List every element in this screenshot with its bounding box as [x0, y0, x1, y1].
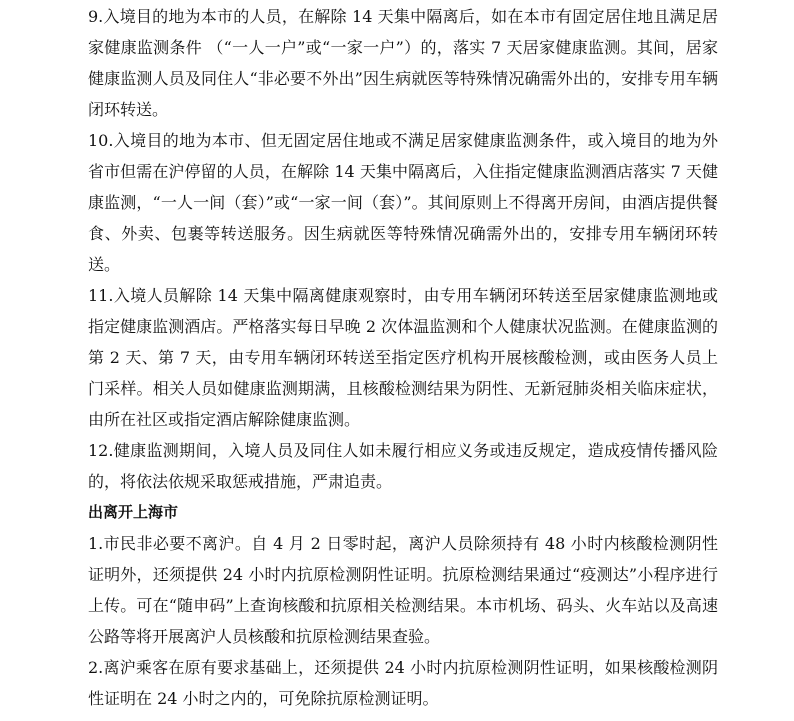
document-page	[88, 0, 718, 714]
paragraph-item-11: 11.入境人员解除 14 天集中隔离健康观察时，由专用车辆闭环转送至居家健康监测地或指定健康监测酒店。严格落实每日早晚 2 次体温监测和个人健康状况监测。在健康监测的第 2 天、第 7 天，由专用车辆闭环转送至指定医疗机构开展核酸检测，或由医务人员上门采样。相关人员如健康监测期满，且核酸检测结果为阴性、无新冠肺炎相关临床症状，由所在社区或指定酒店解除健康监测。	[88, 286, 718, 429]
paragraph-leave-2: 2.离沪乘客在原有要求基础上，还须提供 24 小时内抗原检测阴性证明，如果核酸检测阴性证明在 24 小时之内的，可免除抗原检测证明。	[88, 658, 718, 708]
paragraph-item-10: 10.入境目的地为本市、但无固定居住地或不满足居家健康监测条件，或入境目的地为外省市但需在沪停留的人员，在解除 14 天集中隔离后，入住指定健康监测酒店落实 7 天健康监测，“一人一间（套）”或“一家一间（套）”。其间原则上不得离开房间，由酒店提供餐食、外卖、包裹等转送服务。因生病就医等特殊情况确需外出的，安排专用车辆闭环转送。	[88, 131, 718, 274]
section-heading: 出离开上海市	[88, 503, 179, 521]
paragraph-leave-1: 1.市民非必要不离沪。自 4 月 2 日零时起，离沪人员除须持有 48 小时内核酸检测阴性证明外，还须提供 24 小时内抗原检测阴性证明。抗原检测结果通过“疫测达”小程序进行上传。可在“随申码”上查询核酸和抗原相关检测结果。本市机场、码头、火车站以及高速公路等将开展离沪人员核酸和抗原检测结果查验。	[88, 534, 718, 646]
paragraph-item-12: 12.健康监测期间，入境人员及同住人如未履行相应义务或违反规定，造成疫情传播风险的，将依法依规采取惩戒措施，严肃追责。	[88, 441, 718, 491]
paragraph-item-9: 9.入境目的地为本市的人员，在解除 14 天集中隔离后，如在本市有固定居住地且满足居家健康监测条件 （“一人一户”或“一家一户”）的，落实 7 天居家健康监测。其间，居家健康监测人员及同住人“非必要不外出”因生病就医等特殊情况确需外出的，安排专用车辆闭环转送。	[88, 7, 718, 119]
